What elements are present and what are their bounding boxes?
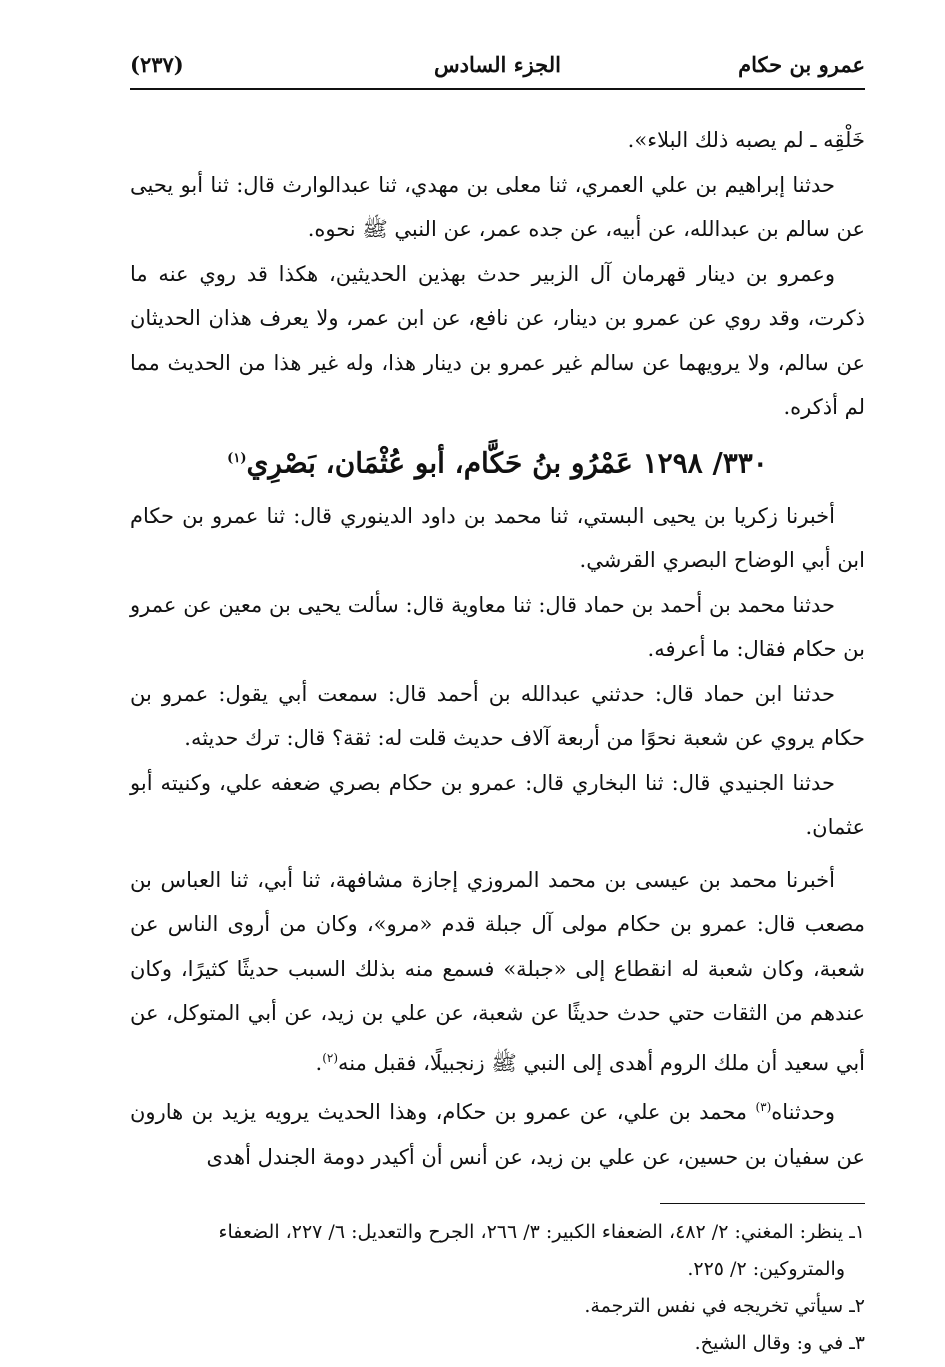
paragraph: خَلْقِه ـ لم يصبه ذلك البلاء». — [627, 128, 865, 152]
paragraph: وعمرو بن دينار قهرمان آل الزبير حدث بهذين الحديثين، هكذا قد روي عنه ما ذكرت، وقد روي عن عمرو بن دينار، عن نافع، عن ابن عمر، ولا يعرف هذان الحديثان عن سالم، ولا يرويهما عن سالم غير عمرو بن دينار هذا، وله غير هذا من الحديث مما لم أذكره. — [130, 261, 865, 419]
paragraph — [130, 1085, 865, 1179]
header-volume-title: الجزء السادس — [434, 52, 561, 77]
footnote-ref: (٢) — [322, 1050, 339, 1065]
footnote: ٢ـ سيأتي تخريجه في نفس الترجمة. — [584, 1295, 865, 1318]
paragraph-text: أخبرنا محمد بن عيسى بن محمد المروزي إجازة مشافهة، ثنا أبي، ثنا العباس بن مصعب قال: عمرو بن حكام مولى آل جبلة قدم «مرو»، وكان من أروى الناس عن شعبة، وكان شعبة له انقطاع إلى «جبلة» فسمع منه بذلك السبب حديثًا كثيرًا، وكان عندهم من الثقات حتي حدث حديثًا عن شعبة، عن علي بن زيد، عن أبي المتوكل، عن أبي سعيد أن ملك الروم أهدى إلى النبي ﷺ زنجبيلًا، فقبل منه — [130, 867, 865, 1075]
paragraph-text: وحدثناه — [771, 1100, 835, 1125]
main-text — [130, 118, 865, 1179]
footnote: والمتروكين: ٢/ ٢٢٥. — [687, 1258, 845, 1281]
footnote: ٣ـ في و: وقال الشيخ. — [694, 1332, 865, 1355]
paragraph-tail: . — [315, 1050, 323, 1075]
footnote: ١ـ ينظر: المغني: ٢/ ٤٨٢، الضعفاء الكبير: ٣/ ٢٦٦، الجرح والتعديل: ٦/ ٢٢٧، الضعفاء — [218, 1221, 865, 1244]
entry-heading-text: ٣٣٠/ ١٢٩٨ عَمْرُو بنُ حَكَّام، أبو عُثْمَان، بَصْرِي — [246, 445, 768, 479]
paragraph — [130, 858, 865, 1086]
header-entry-title: عمرو بن حكام — [738, 52, 865, 77]
paragraph: حدثنا محمد بن أحمد بن حماد قال: ثنا معاوية قال: سألت يحيى بن معين عن عمرو بن حكام فقال: ما أعرفه. — [130, 592, 865, 662]
page-number: (٢٣٧) — [130, 52, 184, 77]
footnotes — [130, 1214, 865, 1362]
footnote-divider — [660, 1203, 865, 1204]
paragraph: حدثنا الجنيدي قال: ثنا البخاري قال: عمرو بن حكام بصري ضعفه علي، وكنيته أبو عثمان. — [130, 770, 865, 840]
paragraph: أخبرنا زكريا بن يحيى البستي، ثنا محمد بن داود الدينوري قال: ثنا عمرو بن حكام ابن أبي الوضاح البصري القرشي. — [130, 503, 865, 573]
footnote-ref: (١) — [227, 450, 247, 466]
running-header — [130, 40, 865, 90]
entry-heading — [130, 434, 865, 488]
paragraph: حدثنا إبراهيم بن علي العمري، ثنا معلى بن مهدي، ثنا عبدالوارث قال: ثنا أبو يحيى عن سالم بن عبدالله، عن أبيه، عن جده عمر، عن النبي ﷺ نحوه. — [130, 172, 865, 241]
paragraph-text: محمد بن علي، عن عمرو بن حكام، وهذا الحديث يرويه يزيد بن هارون عن سفيان بن حسين، عن علي بن زيد، عن أنس أن أكيدر دومة الجندل أهدى — [130, 1100, 865, 1169]
footnote-ref: (٣) — [755, 1100, 772, 1115]
document-page — [130, 40, 865, 1362]
paragraph: حدثنا ابن حماد قال: حدثني عبدالله بن أحمد قال: سمعت أبي يقول: عمرو بن حكام يروي عن شعبة نحوًا من أربعة آلاف حديث قلت له: ثقة؟ قال: ترك حديثه. — [130, 681, 865, 751]
